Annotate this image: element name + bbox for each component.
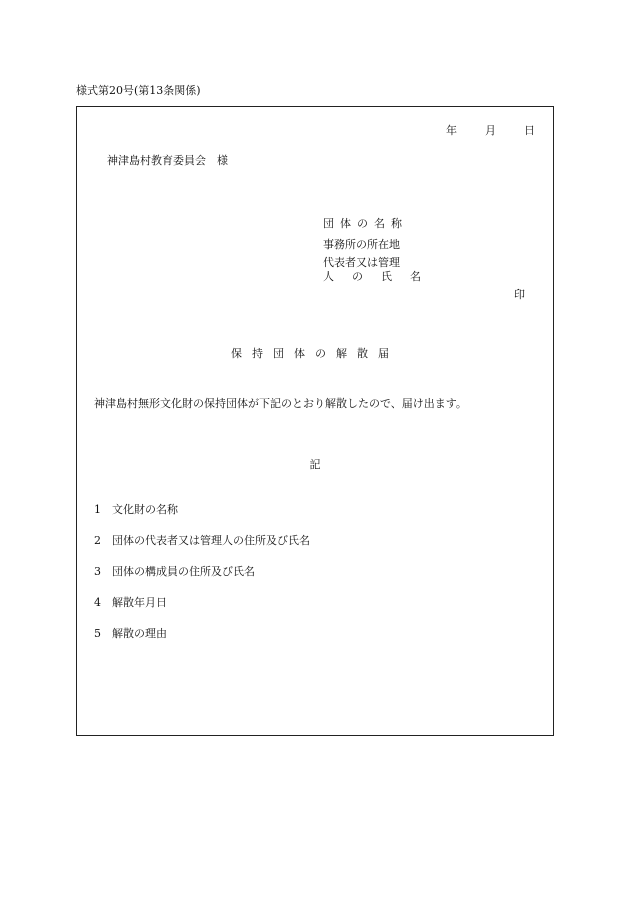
document-title: 保持団体の解散届 xyxy=(231,347,399,360)
list-item xyxy=(94,596,310,627)
item-number: 2 xyxy=(94,534,101,547)
item-number: 5 xyxy=(94,627,101,640)
item-number: 1 xyxy=(94,503,101,516)
list-item xyxy=(94,503,310,534)
form-number: 様式第20号(第13条関係) xyxy=(76,84,201,97)
item-label: 団体の代表者又は管理人の住所及び氏名 xyxy=(112,534,310,547)
date-month-label: 月 xyxy=(485,124,496,137)
item-number: 3 xyxy=(94,565,101,578)
list-item xyxy=(94,627,310,658)
list-item xyxy=(94,565,310,596)
statement-text: 神津島村無形文化財の保持団体が下記のとおり解散したので、届け出ます。 xyxy=(94,397,467,410)
item-list xyxy=(94,503,310,658)
item-label: 文化財の名称 xyxy=(112,503,178,516)
ki-heading: 記 xyxy=(309,458,321,471)
office-address-label: 事務所の所在地 xyxy=(323,238,400,251)
form-frame xyxy=(76,106,554,736)
item-number: 4 xyxy=(94,596,101,609)
item-label: 解散年月日 xyxy=(112,596,167,609)
group-name-label: 団体の名称 xyxy=(323,217,408,230)
date-year-label: 年 xyxy=(446,124,457,137)
date-line xyxy=(446,124,535,137)
applicant-fields xyxy=(323,213,439,285)
representative-label-line2: 人の氏名 xyxy=(323,270,439,283)
item-label: 団体の構成員の住所及び氏名 xyxy=(112,565,255,578)
seal-mark: 印 xyxy=(514,288,525,301)
addressee: 神津島村教育委員会 様 xyxy=(107,154,228,167)
item-label: 解散の理由 xyxy=(112,627,167,640)
list-item xyxy=(94,534,310,565)
representative-label-line1: 代表者又は管理 xyxy=(323,256,400,269)
date-day-label: 日 xyxy=(524,124,535,137)
